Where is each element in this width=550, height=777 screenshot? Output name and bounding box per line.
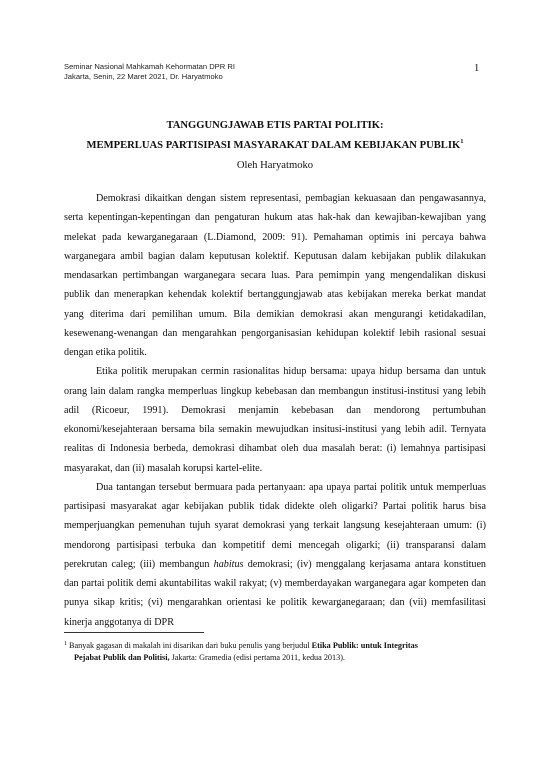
page-number: 1: [474, 63, 480, 74]
footnote: [64, 640, 486, 663]
footnote-divider: [64, 632, 204, 633]
footnote-text-2: Jakarta: Gramedia (edisi pertama 2011, kedua 2013).: [169, 652, 345, 662]
paragraph-2: Etika politik merupakan cermin rasionalitas hidup bersama: upaya hidup bersama dan untuk orang lain dalam rangka memperluas lingkup kebebasan dan membangun institusi-institusi yang lebih adil (Ricoeur, 1991). Demokrasi menjamin kebebasan dan mendorong pertumbuhan ekonomi/kesejahteraan bersama bila semakin mewujudkan insitusi-institusi yang lebih adil. Ternyata realitas di Indonesia berbeda, demokrasi dihambat oleh dua masalah berat: (i) lemahnya partisipasi masyarakat, dan (ii) masalah korupsi kartel-elite.: [64, 366, 486, 474]
title-line-2: [64, 136, 486, 156]
running-header: [64, 62, 235, 81]
footnote-book-title-1: Etika Publik: untuk Integritas: [311, 641, 418, 650]
footnote-line-1: [64, 640, 486, 652]
header-line-1: Seminar Nasional Mahkamah Kehormatan DPR RI: [64, 62, 235, 71]
paragraph-3-part-2: demokrasi; (iv) menggalang kerjasama antara konstituen dan partai politik demi akuntabilitas wakil rakyat; (v) memberdayakan warganegara agar kompeten dan punya sikap kritis; (vi) mengarahkan orientasi ke politik kewarganegaraan; dan (vii) memfasilitasi kinerja anggotanya di DPR: [64, 558, 486, 628]
footnote-book-title-2: Pejabat Publik dan Politisi,: [74, 652, 170, 662]
title-line-2-text: MEMPERLUAS PARTISIPASI MASYARAKAT DALAM KEBIJAKAN PUBLIK: [86, 140, 461, 151]
footnote-text-1: Banyak gagasan di makalah ini disarikan dari buku penulis yang berjudul: [67, 641, 312, 650]
footnote-mark: 1: [64, 641, 67, 647]
paragraph-1: Demokrasi dikaitkan dengan sistem representasi, pembagian kekuasaan dan pengawasannya, serta kepentingan-kepentingan dan pengaturan hukum atas hak-hak dan kewajiban-kewajiban yang melekat pada kewarganegaraan (L.Diamond, 2009: 91). Pemahaman optimis ini percaya bahwa warganegara ambil bagian dalam keputusan kolektif. Keputusan dalam kebijakan publik dilakukan mendasarkan pertimbangan warganegara secara luas. Para pemimpin yang mengendalikan diskusi publik dan menerapkan kehendak kolektif bertanggungjawab atas kebijakan mereka berkat mandat yang diterima dari pemilihan umum. Bila demikian demokrasi akan mengurangi ketidakadilan, kesewenang-wenangan dan mengarahkan pengorganisasian kehidupan kolektif lebih rasional sesuai dengan etika politik.: [64, 193, 486, 358]
title-block: [64, 116, 486, 176]
paragraph-3-part-1: Dua tantangan tersebut bermuara pada pertanyaan: apa upaya partai politik untuk memperluas partisipasi masyarakat agar kebijakan publik tidak didekte oleh oligarki? Partai politik harus bisa memperjuangkan pemenuhan tujuh syarat demokrasi yang terkait langsung kesejahteraan umum: (i) mendorong partisipasi terbuka dan kompetitif demi mencegah oligarki; (ii) transparansi dalam perekrutan caleg; (iii) membangun: [64, 481, 486, 570]
title-footnote-mark[interactable]: 1: [460, 138, 464, 145]
footnote-line-2: [64, 652, 486, 664]
body-text: [64, 189, 486, 632]
title-line-1: TANGGUNGJAWAB ETIS PARTAI POLITIK:: [166, 120, 384, 131]
paragraph-3-italic-term: habitus: [213, 558, 244, 570]
author-line: Oleh Haryatmoko: [236, 160, 314, 171]
header-line-2: Jakarta, Senin, 22 Maret 2021, Dr. Haryatmoko: [64, 71, 223, 81]
paragraph-3: [64, 478, 486, 632]
